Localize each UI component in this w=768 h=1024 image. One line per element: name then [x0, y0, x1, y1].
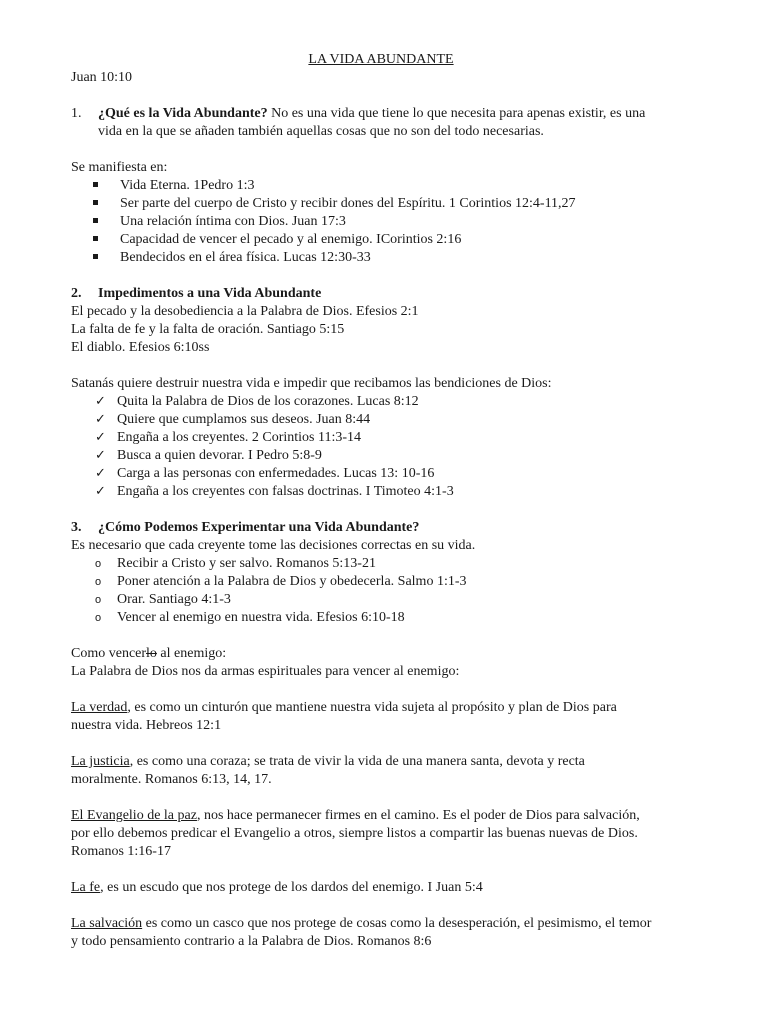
- list-item: o Recibir a Cristo y ser salvo. Romanos 5:13-21: [71, 555, 701, 573]
- checkmark-icon: ✓: [95, 466, 106, 481]
- list-item: ✓ Quita la Palabra de Dios de los corazones. Lucas 8:12: [71, 393, 701, 411]
- armor-intro: La Palabra de Dios nos da armas espirituales para vencer al enemigo:: [71, 664, 460, 679]
- list-item: Una relación íntima con Dios. Juan 17:3: [71, 213, 701, 231]
- section-number: 1.: [71, 106, 82, 121]
- circle-bullet-icon: o: [95, 612, 102, 624]
- section-1-text: No es una vida que tiene lo que necesita para apenas existir, es una: [267, 106, 646, 121]
- impediment-line: El pecado y la desobediencia a la Palabra de Dios. Efesios 2:1: [71, 304, 419, 319]
- list-item: ✓ Quiere que cumplamos sus deseos. Juan 8:44: [71, 411, 701, 429]
- section-1-heading-row: [71, 105, 701, 123]
- checkmark-icon: ✓: [95, 394, 106, 409]
- section-2-heading: Impedimentos a una Vida Abundante: [98, 286, 322, 301]
- section-1-heading: ¿Qué es la Vida Abundante?: [98, 106, 268, 121]
- armor-item: El Evangelio de la paz, nos hace permanecer firmes en el camino. Es el poder de Dios para salvación, por ello debemos predicar el Evangelio a otros, siempre listos a compartir las buenas nuevas de Dios. Romanos 1:16-17: [71, 808, 640, 859]
- square-bullet-icon: [71, 231, 120, 249]
- section-number: 2.: [71, 286, 82, 301]
- manifest-list: [71, 177, 701, 267]
- circle-bullet-icon: o: [95, 558, 102, 570]
- section-number: 3.: [71, 520, 82, 535]
- armor-term: La fe: [71, 880, 101, 895]
- armor-item: La fe, es un escudo que nos protege de los dardos del enemigo. I Juan 5:4: [71, 880, 483, 895]
- document-title: LA VIDA ABUNDANTE: [308, 52, 454, 67]
- section-1-text-continued: vida en la que se añaden también aquellas cosas que no son del todo necesarias.: [98, 124, 544, 139]
- section-2-heading-row: [71, 285, 701, 303]
- checkmark-icon: ✓: [95, 412, 106, 427]
- armor-term: El Evangelio de la paz: [71, 808, 197, 823]
- section-3-heading: ¿Cómo Podemos Experimentar una Vida Abundante?: [98, 520, 420, 535]
- list-item: o Orar. Santiago 4:1-3: [71, 591, 701, 609]
- list-item: Bendecidos en el área física. Lucas 12:30-33: [71, 249, 701, 267]
- square-bullet-icon: [71, 213, 120, 231]
- checkmark-icon: ✓: [95, 430, 106, 445]
- armor-term: La justicia: [71, 754, 130, 769]
- checkmark-icon: ✓: [95, 484, 106, 499]
- list-item: Capacidad de vencer el pecado y al enemigo. ICorintios 2:16: [71, 231, 701, 249]
- manifest-label: Se manifiesta en:: [71, 160, 168, 175]
- list-item: o Vencer al enemigo en nuestra vida. Efesios 6:10-18: [71, 609, 701, 627]
- circle-bullet-icon: o: [95, 594, 102, 606]
- document-page: [71, 51, 701, 951]
- scripture-reference: Juan 10:10: [71, 70, 133, 85]
- section-3-heading-row: [71, 519, 701, 537]
- circle-bullet-icon: o: [95, 576, 102, 588]
- armor-item: La justicia, es como una coraza; se trata de vivir la vida de una manera santa, devota y recta moralmente. Romanos 6:13, 14, 17.: [71, 754, 585, 787]
- steps-list: [71, 555, 701, 627]
- list-item: o Poner atención a la Palabra de Dios y obedecerla. Salmo 1:1-3: [71, 573, 701, 591]
- list-item: ✓ Engaña a los creyentes con falsas doctrinas. I Timoteo 4:1-3: [71, 483, 701, 501]
- list-item: ✓ Engaña a los creyentes. 2 Corintios 11:3-14: [71, 429, 701, 447]
- list-item: ✓ Busca a quien devorar. I Pedro 5:8-9: [71, 447, 701, 465]
- list-item: Ser parte del cuerpo de Cristo y recibir dones del Espíritu. 1 Corintios 12:4-11,27: [71, 195, 701, 213]
- checkmark-icon: ✓: [95, 448, 106, 463]
- list-item: Vida Eterna. 1Pedro 1:3: [71, 177, 701, 195]
- square-bullet-icon: [71, 249, 120, 267]
- how-to-overcome-label: Como vencerlo al enemigo:: [71, 646, 227, 661]
- struck-text: lo: [146, 646, 157, 661]
- armor-item: La salvación es como un casco que nos protege de cosas como la desesperación, el pesimismo, el temor y todo pensamiento contrario a la Palabra de Dios. Romanos 8:6: [71, 916, 652, 949]
- list-item: ✓ Carga a las personas con enfermedades. Lucas 13: 10-16: [71, 465, 701, 483]
- square-bullet-icon: [71, 195, 120, 213]
- armor-term: La salvación: [71, 916, 143, 931]
- impediment-line: El diablo. Efesios 6:10ss: [71, 340, 210, 355]
- armor-term: La verdad: [71, 700, 128, 715]
- square-bullet-icon: [71, 177, 120, 195]
- satan-list: [71, 393, 701, 501]
- section-3-intro: Es necesario que cada creyente tome las decisiones correctas en su vida.: [71, 538, 476, 553]
- armor-item: La verdad, es como un cinturón que mantiene nuestra vida sujeta al propósito y plan de Dios para nuestra vida. Hebreos 12:1: [71, 700, 617, 733]
- satan-label: Satanás quiere destruir nuestra vida e impedir que recibamos las bendiciones de Dios:: [71, 376, 552, 391]
- impediment-line: La falta de fe y la falta de oración. Santiago 5:15: [71, 322, 345, 337]
